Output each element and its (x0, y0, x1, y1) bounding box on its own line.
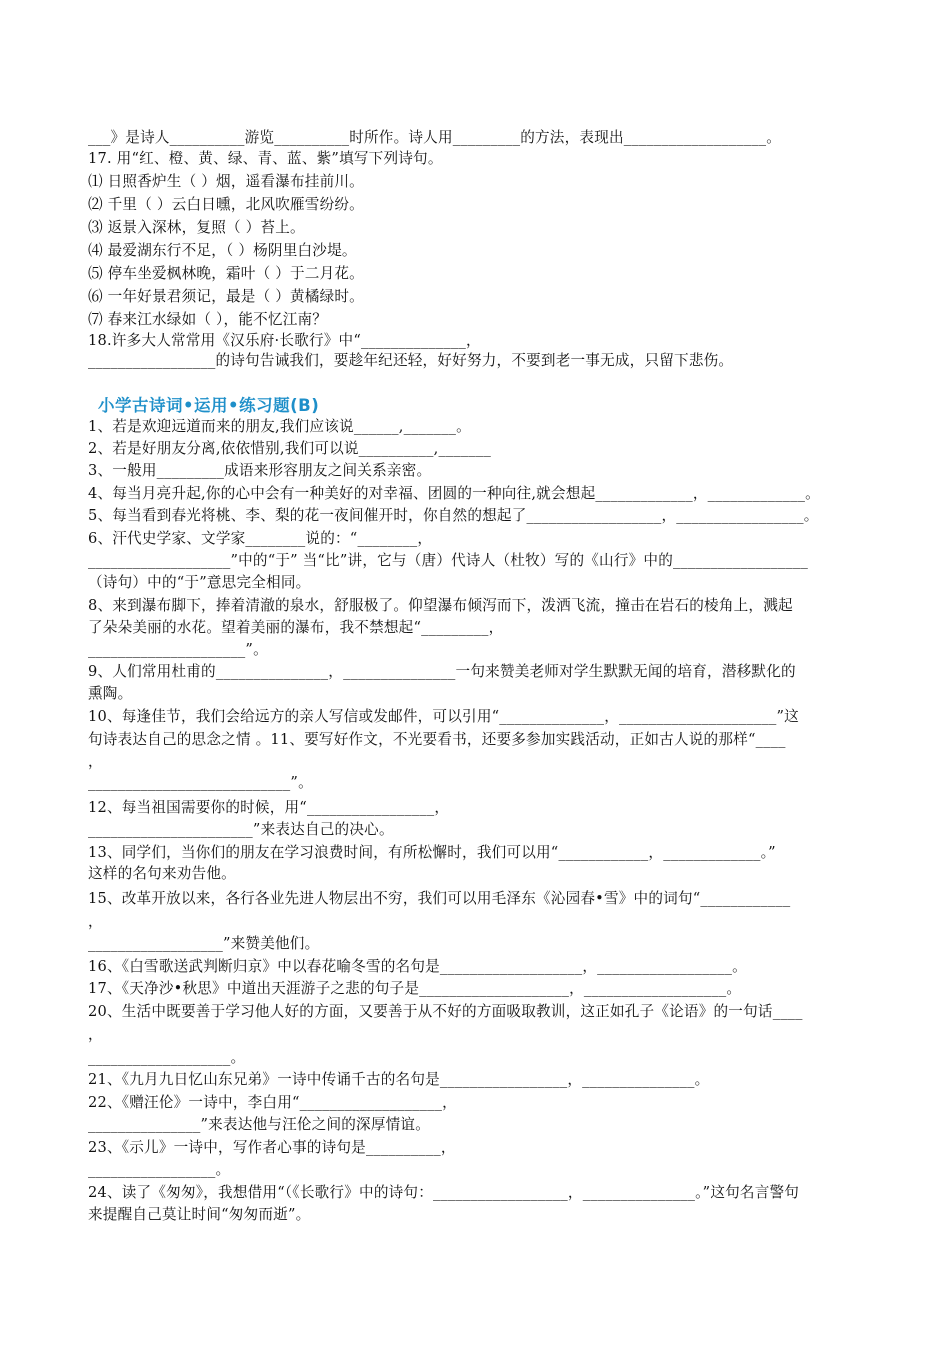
question-line: （诗句）中的“于”意思完全相同。 (88, 574, 311, 591)
question-line: 来提醒自己莫让时间“匆匆而逝”。 (88, 1206, 311, 1223)
question-line: ， (88, 913, 103, 930)
question-17: 17. 用“红、橙、黄、绿、青、蓝、紫”填写下列诗句。 (88, 150, 443, 167)
question-line: 16、《白雪歌送武判断归京》中以春花喻冬雪的名句是___________________，__________________。 (88, 958, 747, 975)
question-line: 17、《天净沙•秋思》中道出天涯游子之悲的句子是____________________，___________________。 (88, 980, 742, 997)
question-line: ___________________”中的“于” 当“比”讲，它与（唐）代诗人（杜牧）写的《山行》中的__________________ (88, 552, 808, 569)
list-item: ⑴ 日照香炉生（ ）烟，遥看瀑布挂前川。 (88, 173, 364, 190)
question-18: 18.许多大人常常用《汉乐府·长歌行》中“______________， (88, 332, 481, 349)
question-line: 21、《九月九日忆山东兄弟》一诗中传诵千古的名句是_________________，_______________。 (88, 1071, 710, 1088)
question-line: 5、每当看到春光将桃、李、梨的花一夜间催开时，你自然的想起了__________________，_________________。 (88, 507, 819, 524)
question-line: ， (88, 753, 103, 770)
question-line: 13、同学们，当你们的朋友在学习浪费时间，有所松懈时，我们可以用“____________，_____________。” (88, 844, 776, 861)
list-item: ⑹ 一年好景君须记，最是（ ）黄橘绿时。 (88, 288, 364, 305)
question-line: 12、每当祖国需要你的时候，用“_________________， (88, 799, 450, 816)
list-item: ⑶ 返景入深林，复照（ ）苔上。 (88, 219, 305, 236)
question-line: ， (88, 1026, 103, 1043)
question-line: ___________________________”。 (88, 774, 313, 791)
question-line: __________________”来赞美他们。 (88, 935, 320, 952)
question-line: ___________________。 (88, 1049, 246, 1066)
question-line: 句诗表达自己的思念之情 。11、要写好作文，不光要看书，还要多参加实践活动，正如古人说的那样“____ (88, 731, 786, 748)
question-line: 4、每当月亮升起,你的心中会有一种美好的对幸福、团圆的一种向往,就会想起_____________，_____________。 (88, 485, 820, 502)
question-line: _____________________”。 (88, 641, 268, 658)
question-line: ______________________”来表达自己的决心。 (88, 821, 394, 838)
question-line: 22、《赠汪伦》一诗中，李白用“___________________， (88, 1094, 457, 1111)
question-line: 熏陶。 (88, 685, 133, 702)
question-line: 1、若是欢迎远道而来的朋友,我们应该说______,_______。 (88, 418, 471, 435)
list-item: ⑵ 千里（ ）云白日曛，北风吹雁雪纷纷。 (88, 196, 364, 213)
question-line: 这样的名句来劝告他。 (88, 865, 236, 882)
question-line: 3、一般用_________成语来形容朋友之间关系亲密。 (88, 462, 432, 479)
question-line: 了朵朵美丽的水花。望着美丽的瀑布，我不禁想起“_________， (88, 619, 504, 636)
question-line: _________________。 (88, 1161, 231, 1178)
question-line: _______________”来表达他与汪伦之间的深厚情谊。 (88, 1116, 431, 1133)
question-line: 10、每逢佳节，我们会给远方的亲人写信或发邮件，可以引用“______________，_____________________”这 (88, 708, 799, 725)
question-line: 2、若是好朋友分离,依依惜别,我们可以说__________,_______ (88, 440, 491, 457)
list-item: ⑸ 停车坐爱枫林晚，霜叶（ ）于二月花。 (88, 265, 364, 282)
question-line: 15、改革开放以来，各行各业先进人物层出不穷，我们可以用毛泽东《沁园春•雪》中的词句“____________ (88, 890, 791, 907)
question-line: 24、读了《匆匆》，我想借用“（《长歌行》中的诗句：__________________，_______________。”这句名言警句 (88, 1184, 800, 1201)
list-item: ⑺ 春来江水绿如（ ），能不忆江南？ (88, 311, 328, 328)
text-line: ___》是诗人__________游览__________时所作。诗人用_________的方法，表现出___________________。 (88, 129, 782, 146)
section-title: 小学古诗词•运用•练习题(B) (98, 396, 320, 415)
question-line: 23、《示儿》一诗中，写作者心事的诗句是__________， (88, 1139, 456, 1156)
question-line: 9、人们常用杜甫的_______________，_______________一句来赞美老师对学生默默无闻的培育，潜移默化的 (88, 663, 796, 680)
list-item: ⑷ 最爱湖东行不足，（ ）杨阴里白沙堤。 (88, 242, 357, 259)
question-line: 6、汗代史学家、文学家________说的：“________， (88, 530, 433, 547)
question-line: 20、生活中既要善于学习他人好的方面，又要善于从不好的方面吸取教训，这正如孔子《论语》的一句话____ (88, 1003, 803, 1020)
question-line: 8、来到瀑布脚下，捧着清澈的泉水，舒服极了。仰望瀑布倾泻而下，泼洒飞流，撞击在岩石的棱角上，溅起 (88, 597, 793, 614)
text-line: _________________的诗句告诫我们，要趁年纪还轻，好好努力，不要到老一事无成，只留下悲伤。 (88, 352, 734, 369)
